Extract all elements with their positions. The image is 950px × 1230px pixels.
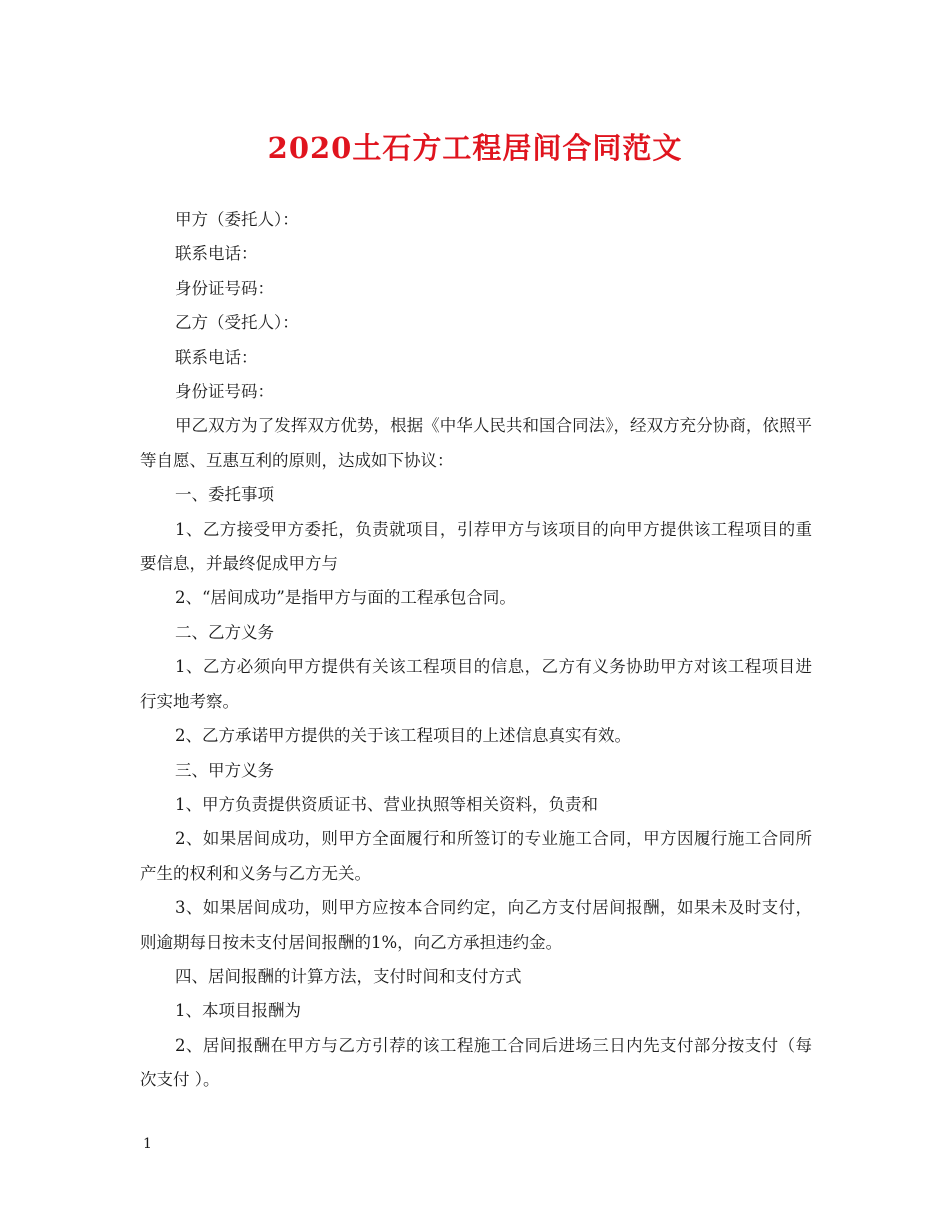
party-a-label: 甲方（委托人）： — [175, 210, 299, 229]
clause-2-2: 2、乙方承诺甲方提供的关于该工程项目的上述信息真实有效。 — [175, 726, 631, 746]
clause-4-1: 1、本项目报酬为 — [175, 1001, 301, 1021]
clause-3-2: 2、如果居间成功，则甲方全面履行和所签订的专业施工合同，甲方因履行施工合同所产生的权利和义务与乙方无关。 — [140, 829, 812, 883]
page-number: 1 — [143, 1136, 152, 1152]
section-heading-4: 四、居间报酬的计算方法，支付时间和支付方式 — [175, 966, 522, 986]
party-a-id-label: 身份证号码： — [175, 278, 274, 298]
clause-2-1: 1、乙方必须向甲方提供有关该工程项目的信息，乙方有义务协助甲方对该工程项目进行实地考察。 — [140, 657, 812, 711]
clause-3-1: 1、甲方负责提供资质证书、营业执照等相关资料，负责和 — [175, 794, 598, 814]
party-b-phone-label: 联系电话： — [175, 347, 258, 367]
clause-1-2: 2、“居间成功”是指甲方与面的工程承包合同。 — [175, 588, 516, 608]
section-heading-2: 二、乙方义务 — [175, 622, 274, 642]
section-heading-1: 一、委托事项 — [175, 485, 274, 505]
party-a-phone-label: 联系电话： — [175, 244, 258, 264]
clause-3-3: 3、如果居间成功，则甲方应按本合同约定，向乙方支付居间报酬，如果未及时支付，则逾期每日按未支付居间报酬的1%，向乙方承担违约金。 — [140, 898, 812, 952]
clause-1-1: 1、乙方接受甲方委托，负责就项目，引荐甲方与该项目的向甲方提供该工程项目的重要信息，并最终促成甲方与 — [140, 519, 812, 574]
party-b-id-label: 身份证号码： — [175, 382, 274, 402]
section-heading-3: 三、甲方义务 — [175, 760, 274, 780]
document-body — [140, 203, 812, 1098]
preamble-paragraph: 甲乙双方为了发挥双方优势，根据《中华人民共和国合同法》，经双方充分协商，依照平等自愿、互惠互利的原则，达成如下协议： — [140, 416, 812, 470]
clause-4-2: 2、居间报酬在甲方与乙方引荐的该工程施工合同后进场三日内先支付部分按支付（每次支付 ）。 — [140, 1035, 812, 1090]
party-b-label: 乙方（受托人）： — [175, 313, 299, 333]
document-title: 2020土石方工程居间合同范文 — [267, 131, 683, 165]
